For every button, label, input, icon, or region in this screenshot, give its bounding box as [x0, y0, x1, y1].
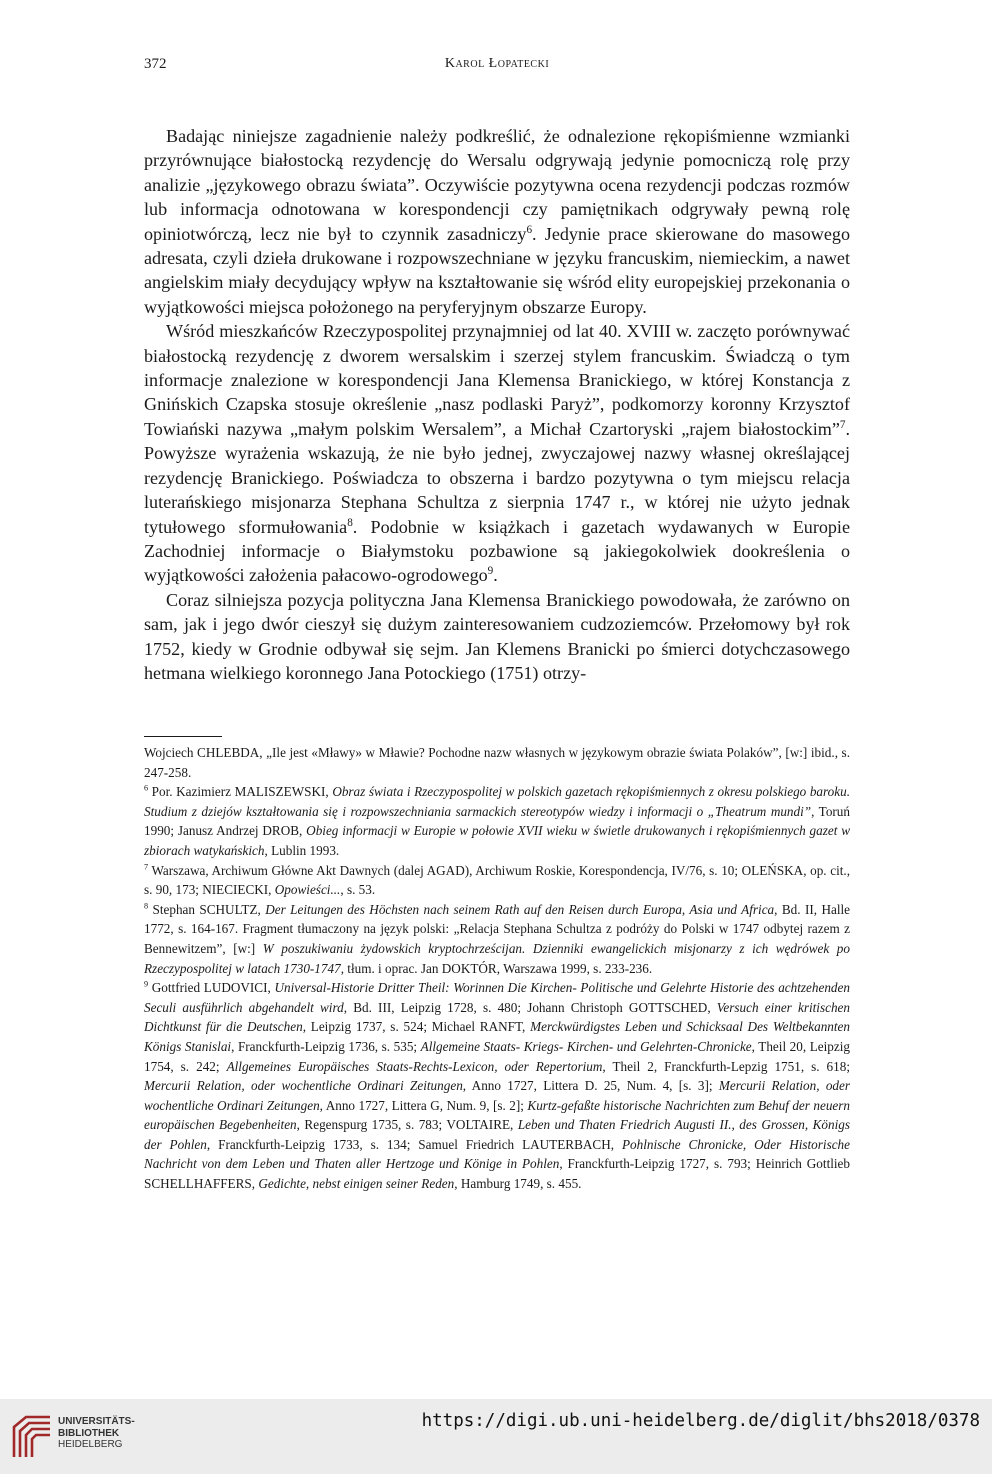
library-name: [58, 1416, 135, 1451]
library-name-line: UNIVERSITÄTS-: [58, 1416, 135, 1427]
footnote-separator: [144, 736, 222, 737]
library-logo-icon[interactable]: [10, 1413, 54, 1459]
footnote-marker: 8: [347, 516, 353, 529]
footnote: $^6$ Por. Kazimierz MALISZEWSKI, Obraz świata i Rzeczypospolitej w polskich gazetach rękopiśmiennych z okresu polskiego baroku. Studium z dziejów kształtowania się i rozpowszechniania sarmackich stereotypów wiedzy i informacji o „Theatrum mundi”, Toruń 1990; Janusz Andrzej DROB, Obieg informacji w Europie w połowie XVII wieku w świetle drukowanych i rękopiśmiennych gazet w zbiorach watykańskich, Lublin 1993.: [144, 783, 851, 858]
footnote-marker: 9: [487, 565, 494, 578]
italic-title: Der Leitungen des Höchsten nach seinem Rath auf den Reisen durch Europa, Asia und Africa: [265, 901, 775, 917]
library-name-line: HEIDELBERG: [58, 1439, 123, 1450]
body-paragraph: Badając niniejsze zagadnienie należy podkreślić, że odnalezione rękopiśmienne wzmianki przyrównujące białostocką rezydencję do Wersalu odgrywają jedynie pomocniczą rolę przy analizie „językowego obrazu świata”. Oczywiście pozytywna ocena rezydencji podczas rozmów lub informacja odnotowana w korespondencji czy pamiętnikach odgrywały pewną rolę opiniotwórczą, lecz nie był to czynnik zasadniczy$^6$. Jedynie prace skierowane do masowego adresata, czyli dzieła drukowane i rozpowszechniane w języku francuskim, niemieckim, a nawet angielskim miały decydujący wpływ na kształtowanie się wśród elity europejskiej przekonania o wyjątkowości miejsca położonego na peryferyjnym obszarze Europy.: [144, 126, 850, 317]
footnote-marker: 9: [144, 979, 149, 989]
footnote-marker: 6: [144, 783, 149, 793]
body-paragraph: Wśród mieszkańców Rzeczypospolitej przynajmniej od lat 40. XVIII w. zaczęto porównywać białostocką rezydencję z dworem wersalskim i szerzej stylem francuskim. Świadczą o tym informacje znalezione w korespondencji Jana Klemensa Branickiego, w której Konstancja z Gnińskich Czapska stosuje określenie „nasz podlaski Paryż”, podkomorzy koronny Krzysztof Towiański nazywa „małym polskim Wersalem”, a Michał Czartoryski „rajem białostockim”$^7$. Powyższe wyrażenia wskazują, że nie było jednej, zwyczajowej nazwy własnej określającej rezydencję Branickiego. Poświadcza to obszerna i bardzo pozytywna o tym miejscu relacja luterańskiego misjonarza Stephana Schultza z sierpnia 1747 r., w której nie użyto jednak tytułowego sformułowania$^8$. Podobnie w książkach i gazetach wydawanych w Europie Zachodniej informacje o Białymstoku pozbawione są jakiegokolwiek dookreślenia o wyjątkowości założenia pałacowo-ogrodowego$^9$.: [144, 321, 850, 586]
italic-title: Versuch einer kritischen Dichtkunst für die Deutschen: [144, 999, 850, 1035]
italic-title: Allgemeines Europäisches Staats-Rechts-Lexicon, oder Repertorium: [226, 1058, 603, 1074]
library-name-line: BIBLIOTHEK: [58, 1427, 120, 1439]
page-number: 372: [144, 56, 167, 72]
italic-title: Obraz świata i Rzeczypospolitej w polskich gazetach rękopiśmiennych z okresu polskiego baroku. Studium z dziejów kształtowania się i rozpowszechniania sarmackich stereotypów wiedzy i informacji o „Theatrum mundi”: [144, 784, 851, 819]
running-head: Karol Łopatecki: [444, 56, 550, 71]
italic-title: Kurtz-gefaßte historische Nachrichten zum Behuf der neuern europäischen Begebenheiten: [144, 1097, 850, 1133]
italic-title: Obieg informacji w Europie w połowie XVII wieku w świetle drukowanych i rękopiśmiennych gazet w zbiorach watykańskich: [144, 823, 850, 858]
footnote-marker: 6: [526, 223, 533, 236]
viewer-footer: [0, 1399, 992, 1474]
footnote: Wojciech CHLEBDA, „Ile jest «Mławy» w Mławie? Pochodne nazw własnych w językowym obrazie świata Polaków”, [w:] ibid., s. 247-258.: [144, 745, 850, 780]
italic-title: Gedichte, nebst einigen seiner Reden: [258, 1176, 455, 1192]
italic-title: Mercurii Relation, oder wochentliche Ordinari Zeitungen: [144, 1078, 463, 1094]
footnote: $^7$ Warszawa, Archiwum Główne Akt Dawnych (dalej AGAD), Archiwum Roskie, Korespondencja, IV/76, s. 10; OLEŃSKA, op. cit., s. 90, 173; NIECIECKI, Opowieści..., s. 53.: [144, 862, 850, 898]
italic-title: Mercurii Relation, oder wochentliche Ordinari Zeitungen: [144, 1078, 851, 1113]
body-paragraph: Coraz silniejsza pozycja polityczna Jana Klemensa Branickiego powodowała, że zarówno on sam, jak i jego dwór cieszył się dużym zainteresowaniem cudzoziemców. Przełomowy był rok 1752, kiedy w Grodnie odbywał się sejm. Jan Klemens Branicki po śmierci dotychczasowego hetmana wielkiego koronnego Jana Potockiego (1751) otrzy-: [144, 589, 850, 683]
footnote-marker: 8: [144, 901, 149, 911]
main-text: [144, 124, 850, 685]
footnote-marker: 7: [144, 862, 149, 872]
italic-title: Pohlnische Chronicke, Oder Historische Nachricht von dem Leben und Thaten aller Hertzoge und Könige in Pohlen: [144, 1136, 850, 1172]
footnote-marker: 7: [839, 418, 846, 431]
italic-title: W poszukiwaniu żydowskich kryptochrześcijan. Dzienniki ewangelickich misjonarzy z ich wędrówek po Rzeczypospolitej w latach 1730-1747: [144, 940, 850, 976]
page-header: [144, 56, 850, 80]
permalink-url[interactable]: https://digi.ub.uni-heidelberg.de/diglit/bhs2018/0378: [421, 1411, 980, 1431]
italic-title: Leben und Thaten Friedrich Augusti II., des Grossen, Königs der Pohlen: [144, 1117, 850, 1152]
italic-title: Opowieści...: [274, 882, 341, 898]
italic-title: Allgemeine Staats- Kriegs- Kirchen- und Gelehrten-Chronicke: [420, 1038, 752, 1054]
footnote: $^8$ Stephan SCHULTZ, Der Leitungen des Höchsten nach seinem Rath auf den Reisen durch Europa, Asia und Africa, Bd. II, Halle 1772, s. 164-167. Fragment tłumaczony na język polski: „Relacja Stephana Schultza z podróży do Polski w 1747 odbytej razem z Bennewitzem”, [w:] W poszukiwaniu żydowskich kryptochrześcijan. Dzienniki ewangelickich misjonarzy z ich wędrówek po Rzeczypospolitej w latach 1730-1747, tłum. i oprac. Jan DOKTÓR, Warszawa 1999, s. 233-236.: [144, 901, 851, 976]
footnotes: [144, 743, 850, 1194]
italic-title: Merckwürdigstes Leben und Schicksaal Des Weltbekannten Königs Stanislai: [144, 1019, 851, 1054]
italic-title: Universal-Historie Dritter Theil: Worinnen Die Kirchen- Politische und Gelehrte Historie des achtzehenden Seculi ausführlich abgehandelt wird: [144, 980, 850, 1015]
footnote: $^9$ Gottfried LUDOVICI, Universal-Historie Dritter Theil: Worinnen Die Kirchen- Politische und Gelehrte Historie des achtzehenden Seculi ausführlich abgehandelt wird, Bd. III, Leipzig 1728, s. 480; Johann Christoph GOTTSCHED, Versuch einer kritischen Dichtkunst für die Deutschen, Leipzig 1737, s. 524; Michael RANFT, Merckwürdigstes Leben und Schicksaal Des Weltbekannten Königs Stanislai, Franckfurth-Leipzig 1736, s. 535; Allgemeine Staats- Kriegs- Kirchen- und Gelehrten-Chronicke, Theil 20, Leipzig 1754, s. 242; Allgemeines Europäisches Staats-Rechts-Lexicon, oder Repertorium, Theil 2, Franckfurth-Lepzig 1751, s. 618; Mercurii Relation, oder wochentliche Ordinari Zeitungen, Anno 1727, Littera D. 25, Num. 4, [s. 3]; Mercurii Relation, oder wochentliche Ordinari Zeitungen, Anno 1727, Littera G, Num. 9, [s. 2]; Kurtz-gefaßte historische Nachrichten zum Behuf der neuern europäischen Begebenheiten, Regenspurg 1735, s. 783; VOLTAIRE, Leben und Thaten Friedrich Augusti II., des Grossen, Königs der Pohlen, Franckfurth-Leipzig 1733, s. 134; Samuel Friedrich LAUTERBACH, Pohlnische Chronicke, Oder Historische Nachricht von dem Leben und Thaten aller Hertzoge und Könige in Pohlen, Franckfurth-Leipzig 1727, s. 793; Heinrich Gottlieb SCHELLHAFFERS, Gedichte, nebst einigen seiner Reden, Hamburg 1749, s. 455.: [144, 979, 851, 1192]
